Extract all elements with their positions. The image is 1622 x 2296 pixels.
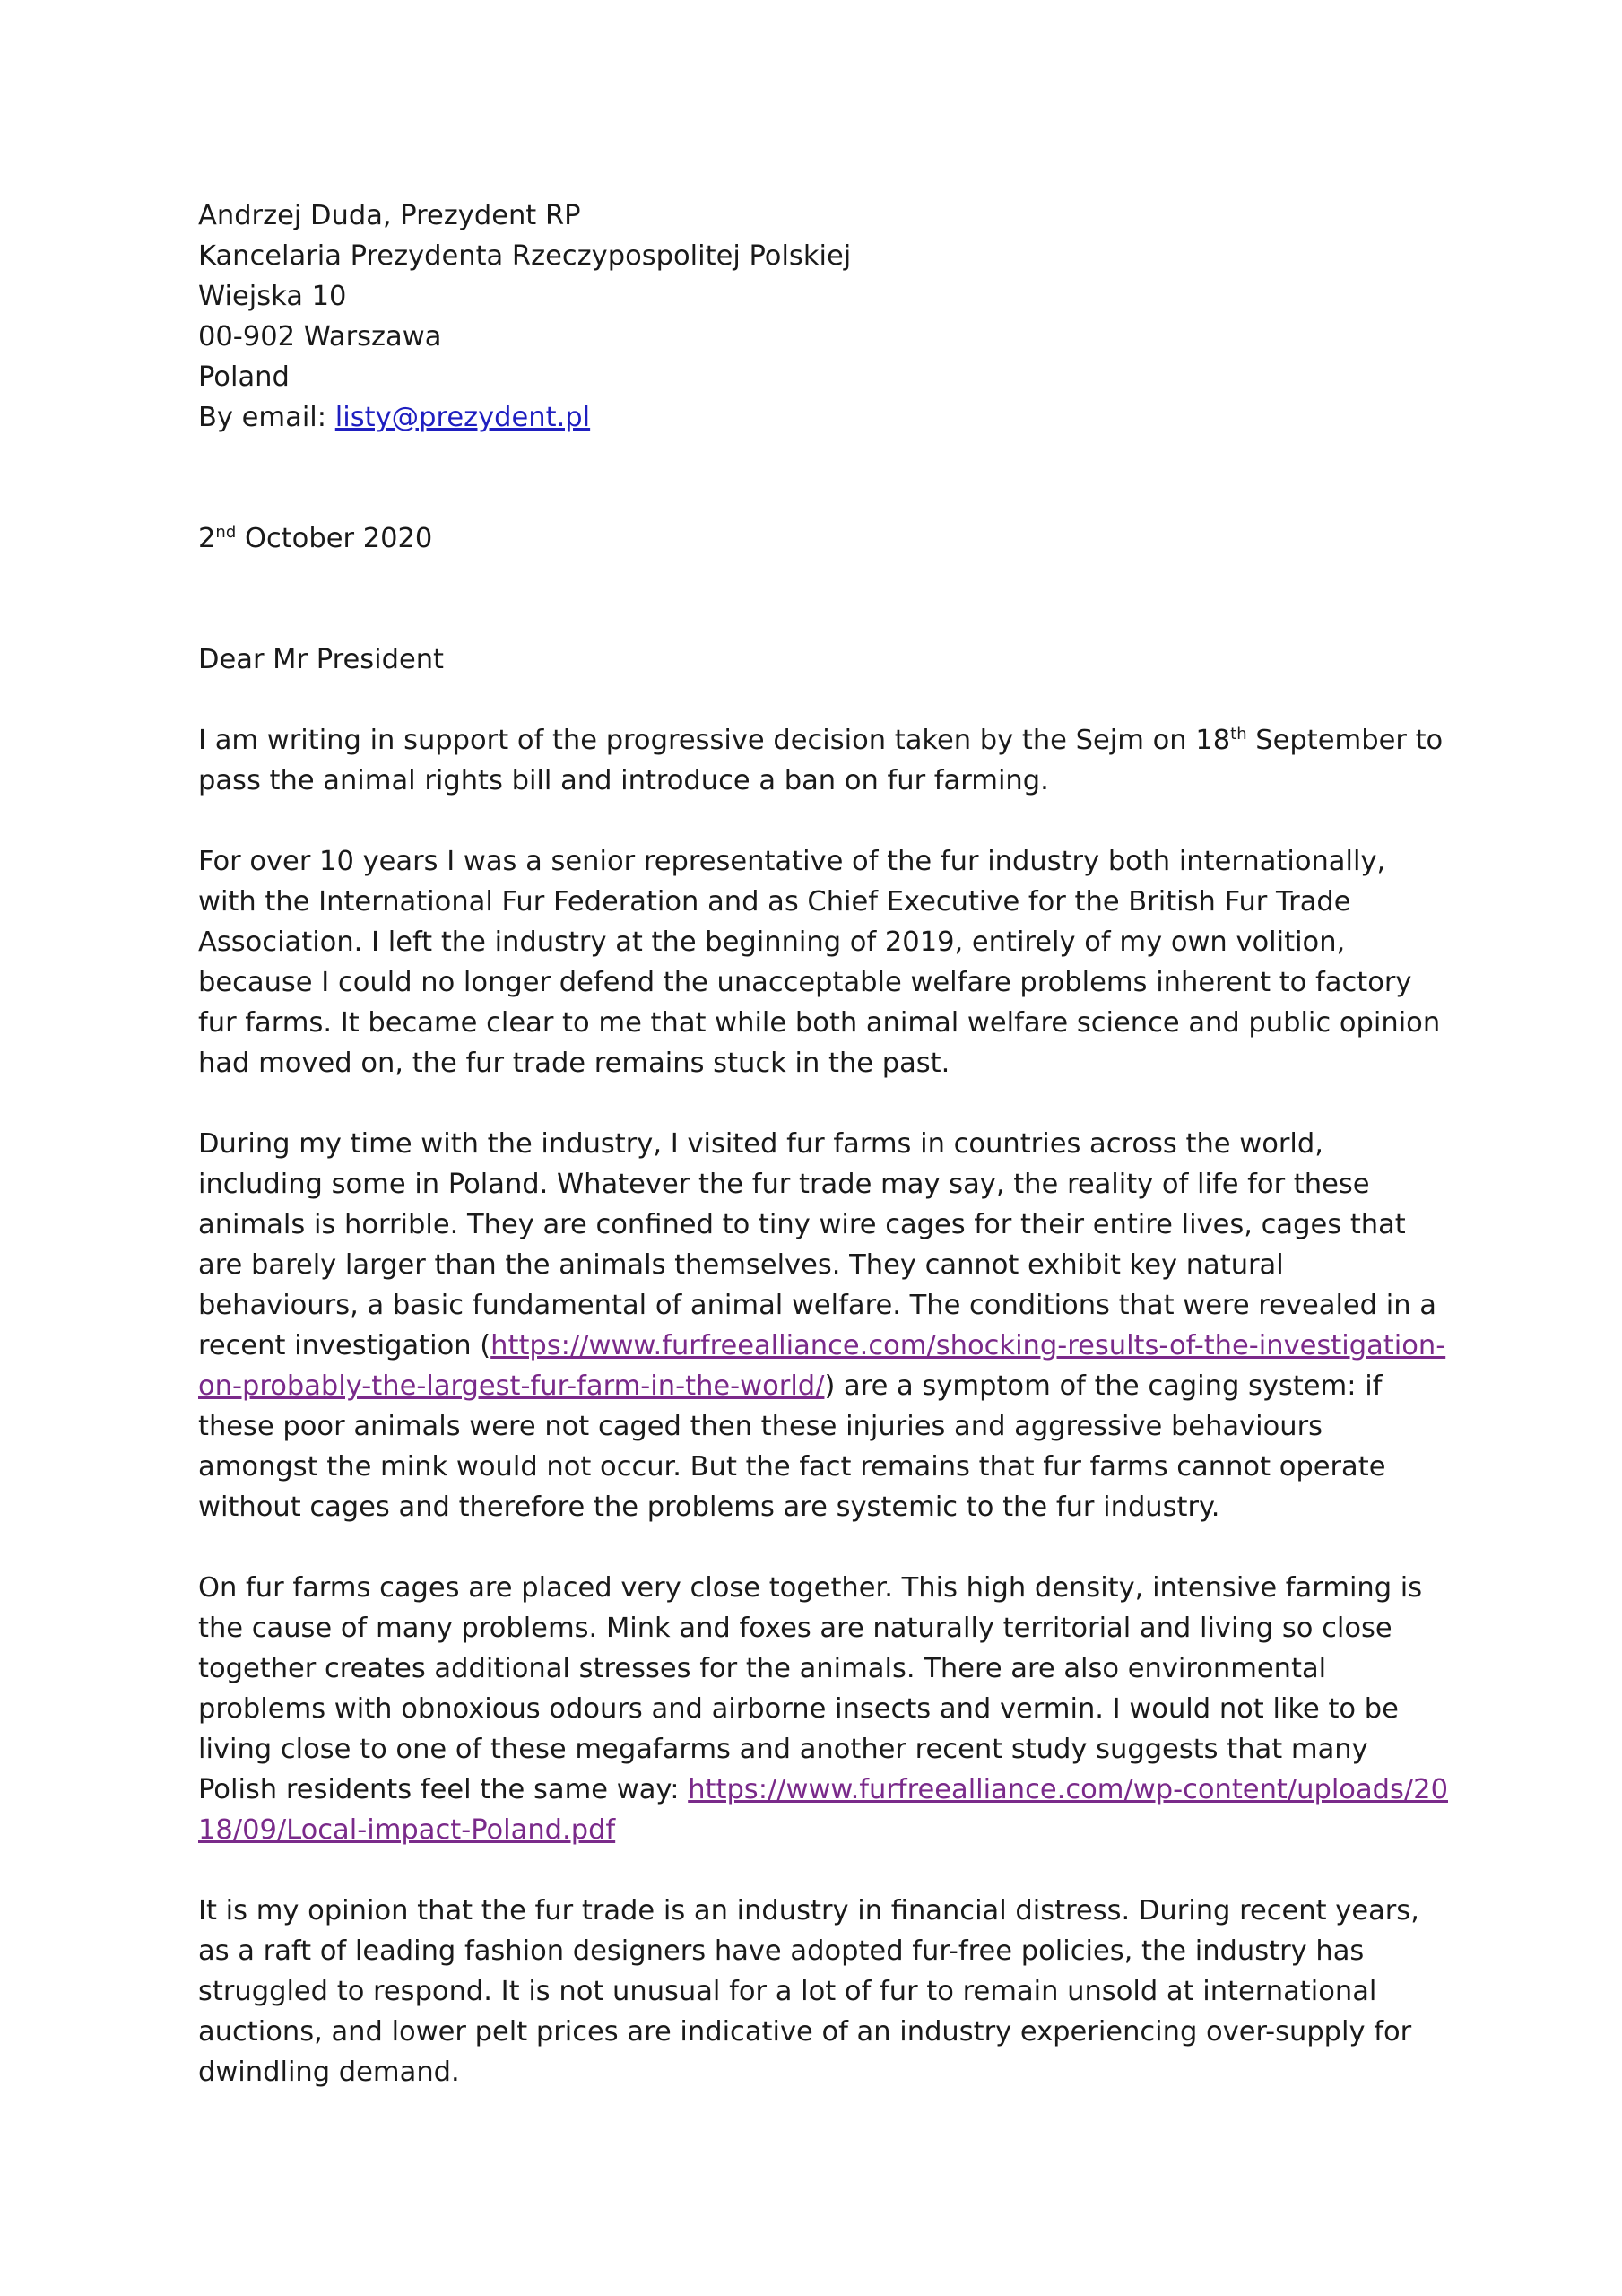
address-line-office: Kancelaria Prezydenta Rzeczypospolitej Polskiej — [198, 240, 852, 272]
address-line-city: 00-902 Warszawa — [198, 321, 442, 352]
paragraph-3-text-a: During my time with the industry, I visited fur farms in countries across the world, including some in Poland. Whatever the fur trade may say, the reality of life for these animals is horrible. They are confined to tiny wire cages for their entire lives, cages that are barely larger than the animals themselves. They cannot exhibit key natural behaviours, a basic fundamental of animal welfare. The conditions that were revealed in a recent investigation ( — [198, 1128, 1436, 1361]
paragraph-1 — [198, 720, 1449, 801]
address-line-name: Andrzej Duda, Prezydent RP — [198, 200, 581, 231]
paragraph-3 — [198, 1124, 1449, 1527]
email-link[interactable]: listy@prezydent.pl — [334, 402, 591, 433]
letter-date — [198, 518, 1449, 559]
paragraph-3-text-b: ) are a symptom of the caging system: if these poor animals were not caged then these injuries and aggressive behaviours amongst the mink would not occur. But the fact remains that fur farms cannot operate without cages and therefore the problems are systemic to the fur industry. — [198, 1370, 1386, 1523]
paragraph-5-text: It is my opinion that the fur trade is an industry in financial distress. During recent years, as a raft of leading fashion designers have adopted fur-free policies, the industry has struggled to respond. It is not unusual for a lot of fur to remain unsold at international auctions, and lower pelt prices are indicative of an industry experiencing over-supply for dwindling demand. — [198, 1895, 1419, 2088]
date-month-year: October 2020 — [236, 523, 433, 554]
address-line-street: Wiejska 10 — [198, 281, 347, 312]
paragraph-4 — [198, 1568, 1449, 1850]
paragraph-1-text-b: September to pass the animal rights bill and introduce a ban on fur farming. — [198, 725, 1444, 796]
investigation-link[interactable]: https://www.furfreealliance.com/shocking-results-of-the-investigation-on-probably-the-largest-fur-farm-in-the-world/ — [198, 1330, 1446, 1402]
paragraph-1-ordinal: th — [1230, 724, 1247, 744]
paragraph-4-text: On fur farms cages are placed very close together. This high density, intensive farming is the cause of many problems. Mink and foxes are naturally territorial and living so close together creates additional stresses for the animals. There are also environmental problems with obnoxious odours and airborne insects and vermin. I would not like to be living close to one of these megafarms and another recent study suggests that many Polish residents feel the same way: — [198, 1572, 1423, 1805]
recipient-address — [198, 196, 1449, 438]
letter-body — [198, 196, 1449, 2092]
paragraph-2-text: For over 10 years I was a senior representative of the fur industry both internationally, with the International Fur Federation and as Chief Executive for the British Fur Trade Association. I left the industry at the beginning of 2019, entirely of my own volition, because I could no longer defend the unacceptable welfare problems inherent to factory fur farms. It became clear to me that while both animal welfare science and public opinion had moved on, the fur trade remains stuck in the past. — [198, 846, 1441, 1079]
date-suffix: nd — [215, 522, 237, 542]
paragraph-2 — [198, 841, 1449, 1083]
address-line-country: Poland — [198, 361, 290, 393]
email-label: By email: — [198, 402, 335, 433]
paragraph-1-text-a: I am writing in support of the progressive decision taken by the Sejm on 18 — [198, 725, 1231, 756]
salutation: Dear Mr President — [198, 644, 444, 675]
date-day: 2 — [198, 523, 216, 554]
address-line-email — [198, 397, 1449, 438]
paragraph-5 — [198, 1891, 1449, 2092]
local-impact-link[interactable]: https://www.furfreealliance.com/wp-content/uploads/2018/09/Local-impact-Poland.pdf — [198, 1774, 1448, 1846]
